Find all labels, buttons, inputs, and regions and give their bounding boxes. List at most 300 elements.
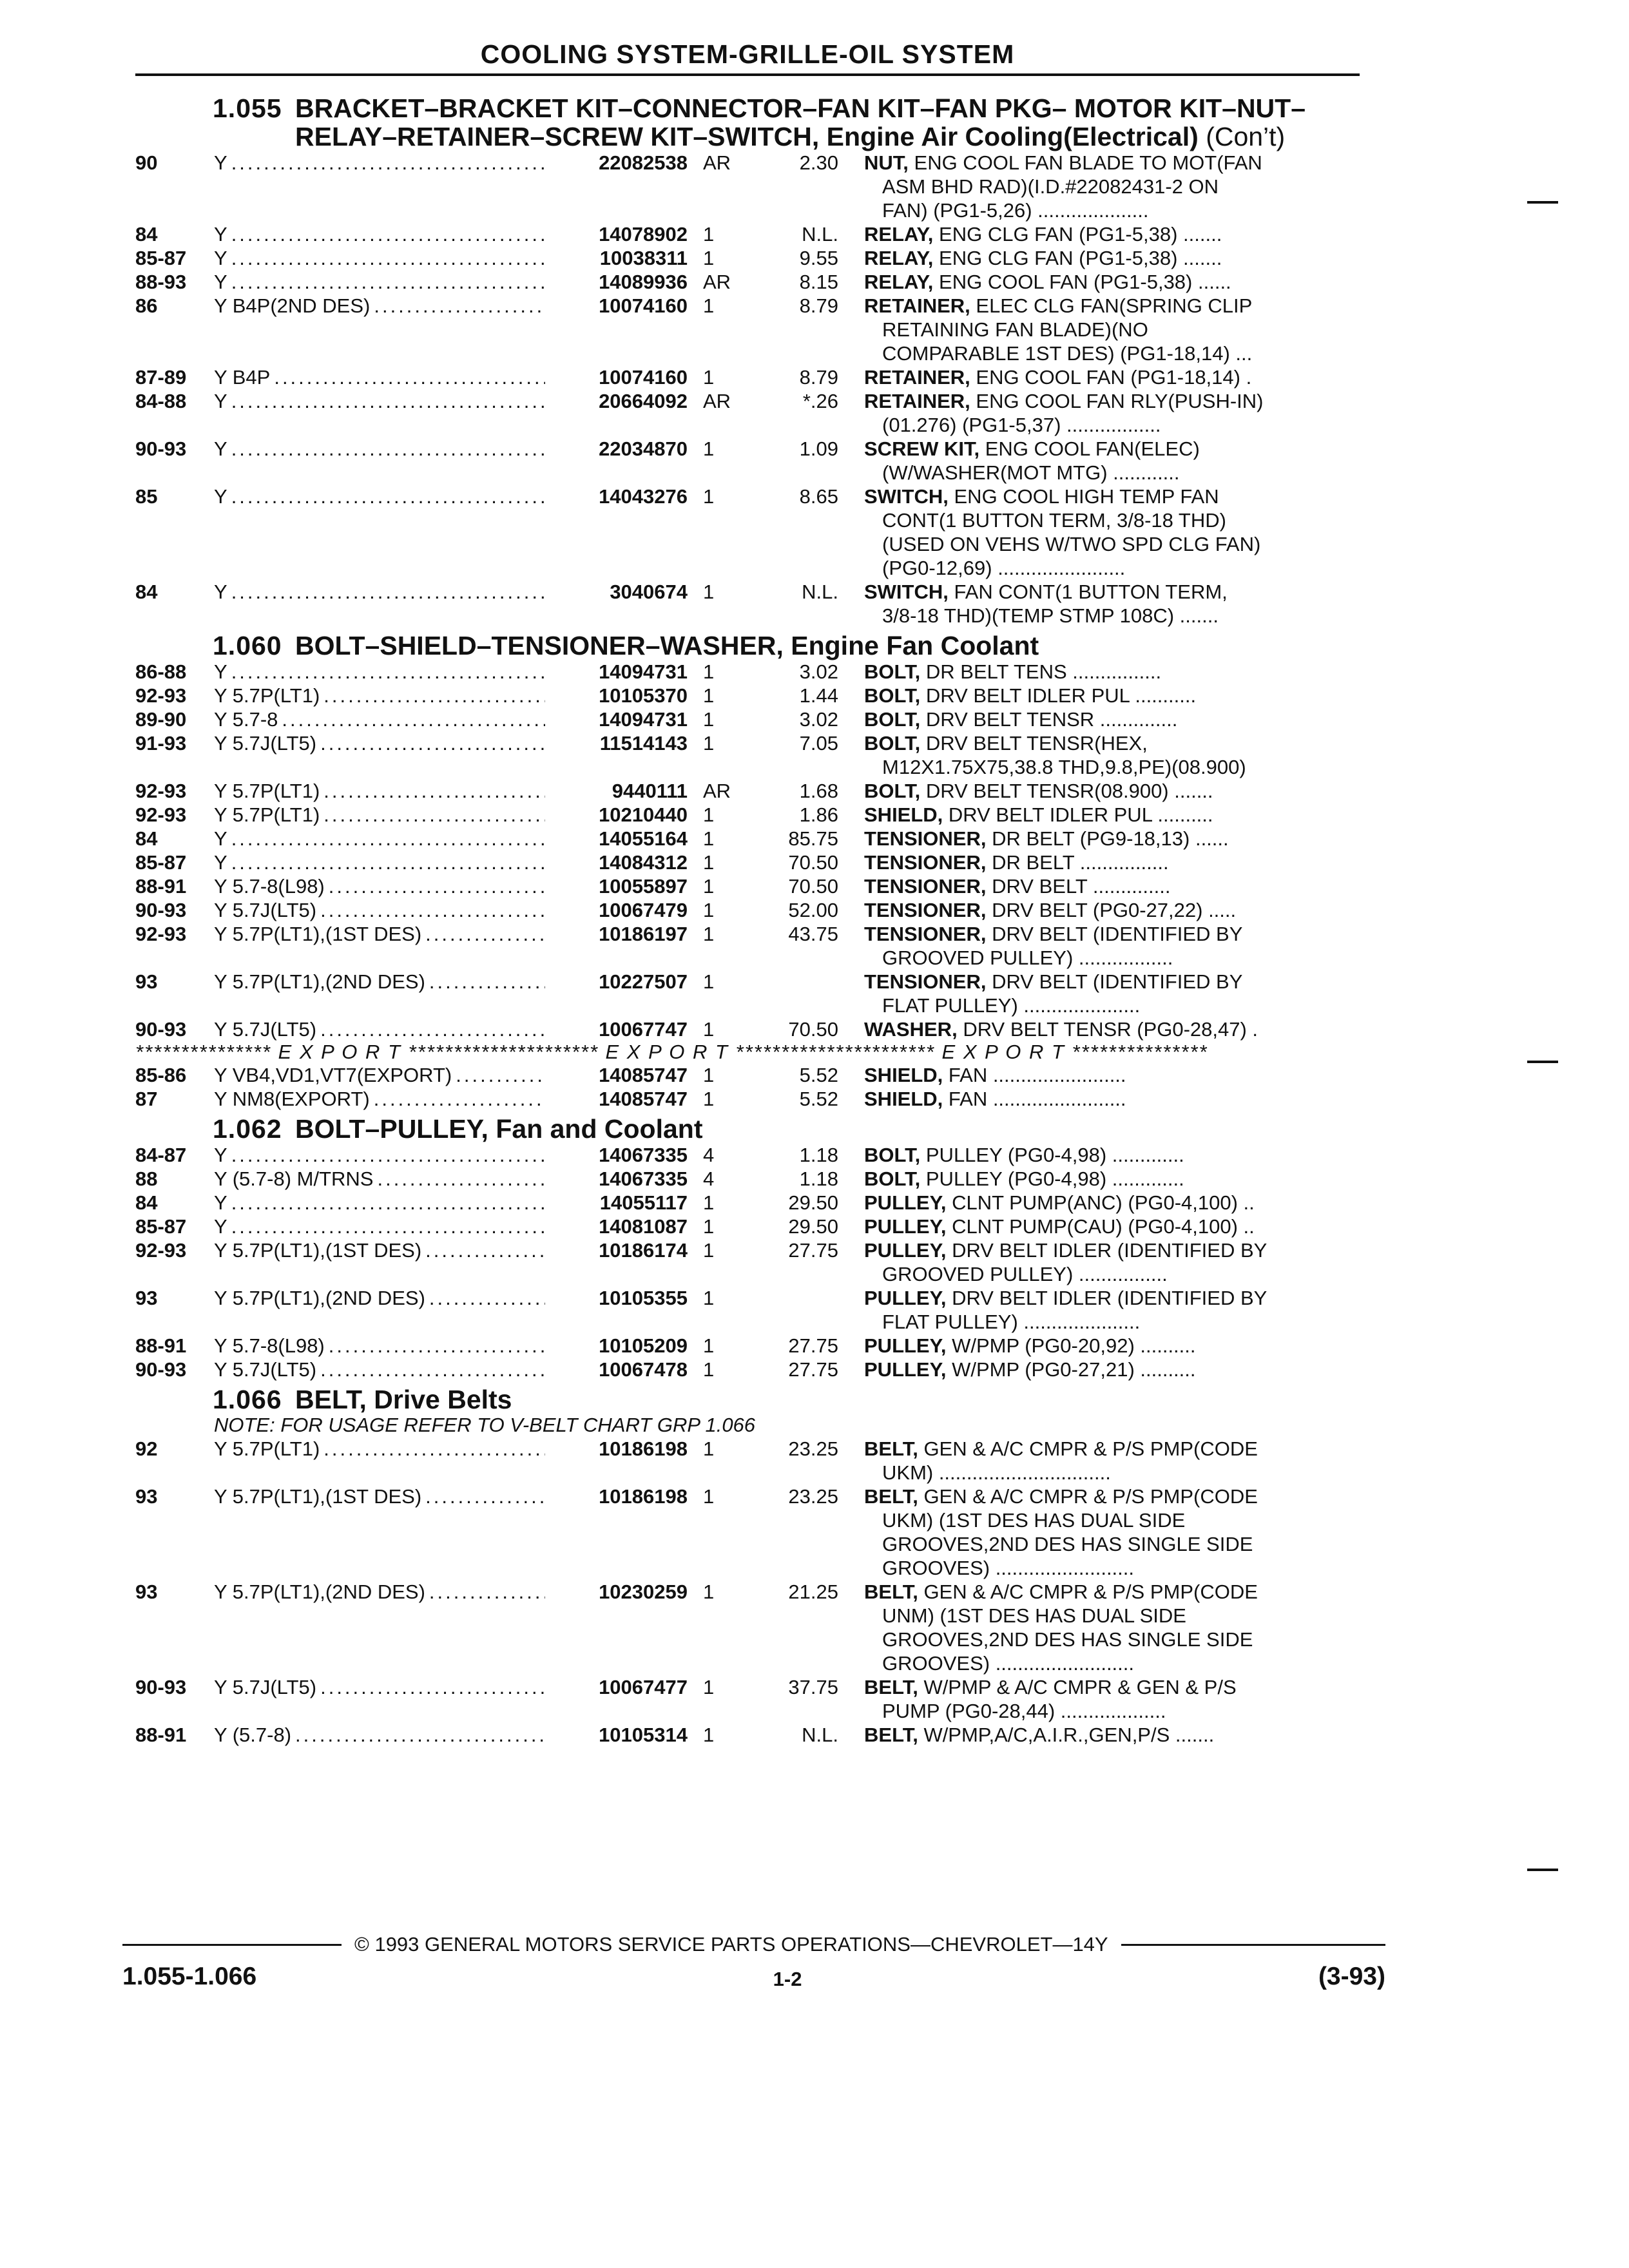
- leader-dots: [231, 437, 545, 461]
- table-row: [135, 222, 1360, 246]
- table-row: [135, 731, 1360, 779]
- leader-dots: [320, 898, 545, 922]
- quantity: 4: [703, 1144, 715, 1166]
- application-cell: [214, 580, 688, 604]
- quantity: 1: [703, 1485, 715, 1508]
- application-cell: [214, 365, 688, 389]
- description-continuation: (USED ON VEHS W/TWO SPD CLG FAN): [882, 533, 1261, 555]
- table-row: [135, 1238, 1360, 1286]
- table-row: [135, 294, 1360, 365]
- leader-dots: [274, 365, 545, 389]
- part-number: 10105314: [599, 1724, 688, 1746]
- part-description: ENG CLG FAN (PG1-5,38) .......: [939, 223, 1222, 245]
- group-number-text: 1.055: [213, 93, 282, 123]
- table-row: [135, 151, 1360, 222]
- model-year: 93: [135, 1287, 158, 1309]
- model-year: 85-87: [135, 1215, 187, 1238]
- part-number: 10210440: [599, 803, 688, 826]
- group-parts: BOLT–SHIELD–TENSIONER–WASHER,: [295, 631, 784, 660]
- quantity: AR: [703, 780, 731, 802]
- application: Y: [214, 851, 227, 874]
- part-name: BOLT,: [864, 660, 921, 683]
- part-number: 22082538: [599, 151, 688, 174]
- group-section: [135, 1385, 1360, 1747]
- description-line: [864, 1238, 1360, 1262]
- part-description: DRV BELT IDLER (IDENTIFIED BY: [952, 1239, 1268, 1262]
- quantity: 1: [703, 223, 715, 245]
- application: Y (5.7-8) M/TRNS: [214, 1168, 374, 1190]
- quantity: 1: [703, 1018, 715, 1041]
- part-description: DRV BELT TENSR ..............: [925, 708, 1178, 731]
- table-row: [135, 1334, 1360, 1358]
- model-year: 90-93: [135, 1018, 187, 1041]
- description-line: [864, 803, 1360, 827]
- leader-dots: [425, 922, 545, 946]
- part-name: RETAINER,: [864, 294, 970, 317]
- application: Y 5.7J(LT5): [214, 1018, 317, 1041]
- application: Y 5.7P(LT1): [214, 684, 320, 707]
- leader-dots: [429, 970, 545, 994]
- application-cell: [214, 389, 688, 413]
- description-continuation: FLAT PULLEY) .....................: [882, 1311, 1141, 1333]
- price: 5.52: [799, 1088, 838, 1110]
- model-year: 90-93: [135, 1676, 187, 1698]
- group-heading: [135, 94, 1360, 151]
- part-name: RETAINER,: [864, 366, 970, 389]
- group-number: [135, 94, 295, 151]
- application-cell: [214, 922, 688, 946]
- quantity: 1: [703, 923, 715, 945]
- leader-dots: [231, 246, 545, 270]
- price: 1.18: [799, 1144, 838, 1166]
- leader-dots: [425, 1485, 545, 1508]
- description-line: [864, 1485, 1360, 1508]
- page-title: COOLING SYSTEM-GRILLE-OIL SYSTEM: [480, 39, 1015, 69]
- leader-dots: [231, 270, 545, 294]
- application-cell: [214, 898, 688, 922]
- table-row: [135, 1580, 1360, 1675]
- application-cell: [214, 222, 688, 246]
- table-row: [135, 270, 1360, 294]
- group-title: [295, 1385, 1360, 1414]
- part-name: BELT,: [864, 1437, 918, 1460]
- application: Y: [214, 581, 227, 603]
- leader-dots: [323, 803, 545, 827]
- price: 70.50: [788, 851, 838, 874]
- part-name: PULLEY,: [864, 1334, 947, 1357]
- table-row: [135, 389, 1360, 437]
- leader-dots: [231, 1215, 545, 1238]
- model-year: 92-93: [135, 1239, 187, 1262]
- part-number: 14085747: [599, 1088, 688, 1110]
- application: Y 5.7J(LT5): [214, 1358, 317, 1381]
- table-row: [135, 707, 1360, 731]
- part-description: DRV BELT TENSR (PG0-28,47) .: [963, 1018, 1258, 1041]
- application-cell: [214, 1437, 688, 1461]
- application: Y 5.7P(LT1),(1ST DES): [214, 1485, 422, 1508]
- description: [838, 731, 1360, 779]
- part-name: PULLEY,: [864, 1239, 947, 1262]
- description-line: [864, 1087, 1360, 1111]
- part-name: RETAINER,: [864, 390, 970, 412]
- application-cell: [214, 970, 688, 994]
- leader-dots: [429, 1580, 545, 1604]
- part-number: 10186198: [599, 1485, 688, 1508]
- description: [838, 1063, 1360, 1087]
- description: [838, 827, 1360, 850]
- application: Y 5.7J(LT5): [214, 1676, 317, 1698]
- description: [838, 485, 1360, 580]
- price: 9.55: [799, 247, 838, 269]
- leader-dots: [231, 1191, 545, 1215]
- description: [838, 850, 1360, 874]
- description-continuation: UNM) (1ST DES HAS DUAL SIDE: [882, 1604, 1186, 1627]
- part-name: BELT,: [864, 1581, 918, 1603]
- part-name: PULLEY,: [864, 1358, 947, 1381]
- application-cell: [214, 1215, 688, 1238]
- description-line: [864, 151, 1360, 175]
- part-description: ENG COOL FAN BLADE TO MOT(FAN: [914, 151, 1262, 174]
- price: 5.52: [799, 1064, 838, 1086]
- part-name: BELT,: [864, 1485, 918, 1508]
- group-number: [135, 1385, 295, 1414]
- description-line: [864, 437, 1360, 461]
- part-name: SWITCH,: [864, 581, 949, 603]
- part-number: 10067479: [599, 899, 688, 921]
- description-continuation: FAN) (PG1-5,26) ....................: [882, 199, 1149, 222]
- leader-dots: [231, 389, 545, 413]
- description: [838, 222, 1360, 246]
- application-cell: [214, 1143, 688, 1167]
- description-line: [864, 222, 1360, 246]
- quantity: 1: [703, 437, 715, 460]
- part-description: DRV BELT (PG0-27,22) .....: [992, 899, 1237, 921]
- application-cell: [214, 684, 688, 707]
- footer-copyright-line: [122, 1933, 1385, 1956]
- table-row: [135, 922, 1360, 970]
- part-number: 10067477: [599, 1676, 688, 1698]
- application: Y: [214, 437, 227, 460]
- application: Y 5.7J(LT5): [214, 732, 317, 754]
- part-description: W/PMP (PG0-20,92) ..........: [952, 1334, 1196, 1357]
- part-name: PULLEY,: [864, 1215, 947, 1238]
- part-description: ENG COOL FAN(ELEC): [985, 437, 1200, 460]
- price: 23.25: [788, 1485, 838, 1508]
- group-subtitle: Engine Fan Coolant: [791, 631, 1039, 660]
- quantity: 1: [703, 708, 715, 731]
- part-description: DRV BELT ..............: [992, 875, 1171, 898]
- quantity: 1: [703, 1676, 715, 1698]
- part-name: TENSIONER,: [864, 899, 987, 921]
- price: N.L.: [802, 1724, 838, 1746]
- description-continuation: GROOVED PULLEY) .................: [882, 947, 1173, 969]
- leader-dots: [374, 1087, 545, 1111]
- model-year: 86-88: [135, 660, 187, 683]
- part-description: DRV BELT TENSR(HEX,: [925, 732, 1148, 754]
- part-name: BOLT,: [864, 732, 921, 754]
- description: [838, 437, 1360, 485]
- part-number: 10038311: [599, 247, 688, 269]
- description: [838, 1017, 1360, 1041]
- group-number-text: 1.066: [213, 1385, 282, 1414]
- model-year: 92-93: [135, 923, 187, 945]
- application-cell: [214, 707, 688, 731]
- part-description: FAN CONT(1 BUTTON TERM,: [954, 581, 1228, 603]
- application: Y 5.7P(LT1),(1ST DES): [214, 923, 422, 945]
- model-year: 88-93: [135, 271, 187, 293]
- description-continuation: RETAINING FAN BLADE)(NO: [882, 318, 1148, 341]
- part-number: 10230259: [599, 1581, 688, 1603]
- model-year: 88-91: [135, 1334, 187, 1357]
- description-continuation: (W/WASHER(MOT MTG) ............: [882, 461, 1180, 484]
- price: 27.75: [788, 1358, 838, 1381]
- quantity: 1: [703, 732, 715, 754]
- description-line: [864, 970, 1360, 994]
- leader-dots: [231, 580, 545, 604]
- part-number: 14081087: [599, 1215, 688, 1238]
- part-name: PULLEY,: [864, 1191, 947, 1214]
- leader-dots: [231, 151, 545, 175]
- table-row: [135, 437, 1360, 485]
- model-year: 84-87: [135, 1144, 187, 1166]
- part-description: GEN & A/C CMPR & P/S PMP(CODE: [923, 1581, 1258, 1603]
- quantity: 1: [703, 684, 715, 707]
- application: Y: [214, 247, 227, 269]
- leader-dots: [320, 1675, 545, 1699]
- price: *.26: [802, 390, 838, 412]
- quantity: 1: [703, 827, 715, 850]
- part-description: CLNT PUMP(ANC) (PG0-4,100) ..: [952, 1191, 1255, 1214]
- margin-mark: [1527, 1869, 1558, 1871]
- part-description: ENG CLG FAN (PG1-5,38) .......: [939, 247, 1222, 269]
- table-row: [135, 1017, 1360, 1041]
- leader-dots: [295, 1723, 545, 1747]
- group-section: [135, 631, 1360, 1111]
- description: [838, 707, 1360, 731]
- table-row: [135, 1087, 1360, 1111]
- quantity: 1: [703, 1215, 715, 1238]
- quantity: 1: [703, 970, 715, 993]
- description: [838, 660, 1360, 684]
- table-row: [135, 970, 1360, 1017]
- description-line: [864, 1191, 1360, 1215]
- part-name: PULLEY,: [864, 1287, 947, 1309]
- price: 21.25: [788, 1581, 838, 1603]
- part-number: 14067335: [599, 1168, 688, 1190]
- part-number: 10186174: [599, 1239, 688, 1262]
- model-year: 93: [135, 970, 158, 993]
- price: 85.75: [788, 827, 838, 850]
- model-year: 85-87: [135, 247, 187, 269]
- description-line: [864, 731, 1360, 755]
- price: 70.50: [788, 875, 838, 898]
- copyright: © 1993 GENERAL MOTORS SERVICE PARTS OPERATIONS—CHEVROLET—14Y: [354, 1933, 1108, 1956]
- model-year: 88-91: [135, 1724, 187, 1746]
- table-row: [135, 1063, 1360, 1087]
- description: [838, 1358, 1360, 1381]
- model-year: 84-88: [135, 390, 187, 412]
- table-row: [135, 1675, 1360, 1723]
- price: 3.02: [799, 708, 838, 731]
- price: 8.65: [799, 485, 838, 508]
- price: 52.00: [788, 899, 838, 921]
- part-number: 10067478: [599, 1358, 688, 1381]
- description: [838, 1191, 1360, 1215]
- description-line: [864, 1143, 1360, 1167]
- table-row: [135, 1191, 1360, 1215]
- group-title: [295, 631, 1360, 660]
- description: [838, 922, 1360, 970]
- group-title: [295, 1115, 1360, 1143]
- leader-dots: [374, 294, 545, 318]
- description: [838, 779, 1360, 803]
- group-parts: BRACKET–BRACKET KIT–CONNECTOR–FAN KIT–FAN PKG– MOTOR KIT–NUT–RELAY–RETAINER–SCREW KIT–SWITCH,: [295, 93, 1306, 151]
- part-number: 14089936: [599, 271, 688, 293]
- application: Y: [214, 271, 227, 293]
- table-row: [135, 684, 1360, 707]
- model-year: 90-93: [135, 1358, 187, 1381]
- application-cell: [214, 827, 688, 850]
- application: Y 5.7-8(L98): [214, 1334, 325, 1357]
- application: Y: [214, 223, 227, 245]
- table-row: [135, 1485, 1360, 1580]
- application-cell: [214, 660, 688, 684]
- description: [838, 898, 1360, 922]
- part-number: 20664092: [599, 390, 688, 412]
- part-number: 10186198: [599, 1437, 688, 1460]
- model-year: 88-91: [135, 875, 187, 898]
- application-cell: [214, 437, 688, 461]
- model-year: 92-93: [135, 780, 187, 802]
- description-line: [864, 707, 1360, 731]
- description-line: [864, 1723, 1360, 1747]
- leader-dots: [231, 485, 545, 508]
- description-line: [864, 827, 1360, 850]
- part-description: PULLEY (PG0-4,98) .............: [925, 1144, 1184, 1166]
- description-line: [864, 898, 1360, 922]
- table-row: [135, 779, 1360, 803]
- leader-dots: [282, 707, 545, 731]
- usage-note: NOTE: FOR USAGE REFER TO V-BELT CHART GRP 1.066: [214, 1414, 756, 1436]
- group-number-text: 1.062: [213, 1114, 282, 1144]
- leader-dots: [231, 222, 545, 246]
- application: Y: [214, 1191, 227, 1214]
- margin-mark: [1527, 201, 1558, 204]
- part-description: ENG COOL FAN (PG1-18,14) .: [976, 366, 1252, 389]
- price: N.L.: [802, 581, 838, 603]
- part-description: DRV BELT TENSR(08.900) .......: [925, 780, 1213, 802]
- quantity: 1: [703, 1191, 715, 1214]
- group-section: [135, 94, 1360, 628]
- application-cell: [214, 1286, 688, 1310]
- description-line: [864, 580, 1360, 604]
- description-continuation: GROOVES,2ND DES HAS SINGLE SIDE: [882, 1628, 1253, 1651]
- description: [838, 1286, 1360, 1334]
- application-cell: [214, 1723, 688, 1747]
- quantity: 1: [703, 366, 715, 389]
- model-year: 91-93: [135, 732, 187, 754]
- leader-dots: [231, 1143, 545, 1167]
- part-description: DRV BELT IDLER PUL ..........: [948, 803, 1213, 826]
- description-line: [864, 779, 1360, 803]
- header-rule: [135, 73, 1360, 76]
- application: Y: [214, 485, 227, 508]
- description-continuation: GROOVES,2ND DES HAS SINGLE SIDE: [882, 1533, 1253, 1555]
- margin-mark: [1527, 1061, 1558, 1063]
- part-number: 3040674: [610, 581, 688, 603]
- description-line: [864, 874, 1360, 898]
- application: Y 5.7J(LT5): [214, 899, 317, 921]
- part-description: W/PMP & A/C CMPR & GEN & P/S: [923, 1676, 1237, 1698]
- application: Y NM8(EXPORT): [214, 1088, 370, 1110]
- description-continuation: M12X1.75X75,38.8 THD,9.8,PE)(08.900): [882, 756, 1246, 778]
- description-continuation: GROOVES) .........................: [882, 1652, 1135, 1675]
- footer-bottom: [122, 1963, 1385, 1991]
- model-year: 90-93: [135, 437, 187, 460]
- quantity: 1: [703, 1287, 715, 1309]
- quantity: 1: [703, 1088, 715, 1110]
- application-cell: [214, 1191, 688, 1215]
- quantity: 1: [703, 660, 715, 683]
- quantity: AR: [703, 271, 731, 293]
- description: [838, 1334, 1360, 1358]
- description-line: [864, 1167, 1360, 1191]
- application: Y 5.7P(LT1),(2ND DES): [214, 1581, 425, 1603]
- leader-dots: [231, 827, 545, 850]
- model-year: 85-86: [135, 1064, 187, 1086]
- quantity: 1: [703, 485, 715, 508]
- application: Y (5.7-8): [214, 1724, 292, 1746]
- part-number: 14043276: [599, 485, 688, 508]
- model-year: 93: [135, 1581, 158, 1603]
- application-cell: [214, 1063, 688, 1087]
- part-description: FAN ........................: [948, 1064, 1126, 1086]
- description: [838, 246, 1360, 270]
- price: 37.75: [788, 1676, 838, 1698]
- model-year: 85-87: [135, 851, 187, 874]
- description-line: [864, 1215, 1360, 1238]
- footer-rule: [1121, 1944, 1385, 1946]
- part-name: TENSIONER,: [864, 923, 987, 945]
- description-line: [864, 922, 1360, 946]
- table-row: [135, 1723, 1360, 1747]
- part-description: GEN & A/C CMPR & P/S PMP(CODE: [923, 1485, 1258, 1508]
- page-header: [135, 39, 1360, 76]
- model-year: 87-89: [135, 366, 187, 389]
- model-year: 85: [135, 485, 158, 508]
- description: [838, 1087, 1360, 1111]
- part-description: DRV BELT (IDENTIFIED BY: [992, 970, 1243, 993]
- application-cell: [214, 1358, 688, 1381]
- table-row: [135, 660, 1360, 684]
- part-description: DRV BELT IDLER (IDENTIFIED BY: [952, 1287, 1268, 1309]
- part-description: PULLEY (PG0-4,98) .............: [925, 1168, 1184, 1190]
- description: [838, 580, 1360, 628]
- description: [838, 803, 1360, 827]
- description: [838, 1675, 1360, 1723]
- leader-dots: [425, 1238, 545, 1262]
- part-name: TENSIONER,: [864, 851, 987, 874]
- quantity: 1: [703, 1064, 715, 1086]
- group-range: 1.055-1.066: [122, 1963, 257, 1990]
- price: 1.68: [799, 780, 838, 802]
- leader-dots: [329, 874, 545, 898]
- price: 43.75: [788, 923, 838, 945]
- price: 27.75: [788, 1239, 838, 1262]
- part-description: DRV BELT IDLER PUL ...........: [925, 684, 1197, 707]
- leader-dots: [320, 1358, 545, 1381]
- leader-dots: [323, 1437, 545, 1461]
